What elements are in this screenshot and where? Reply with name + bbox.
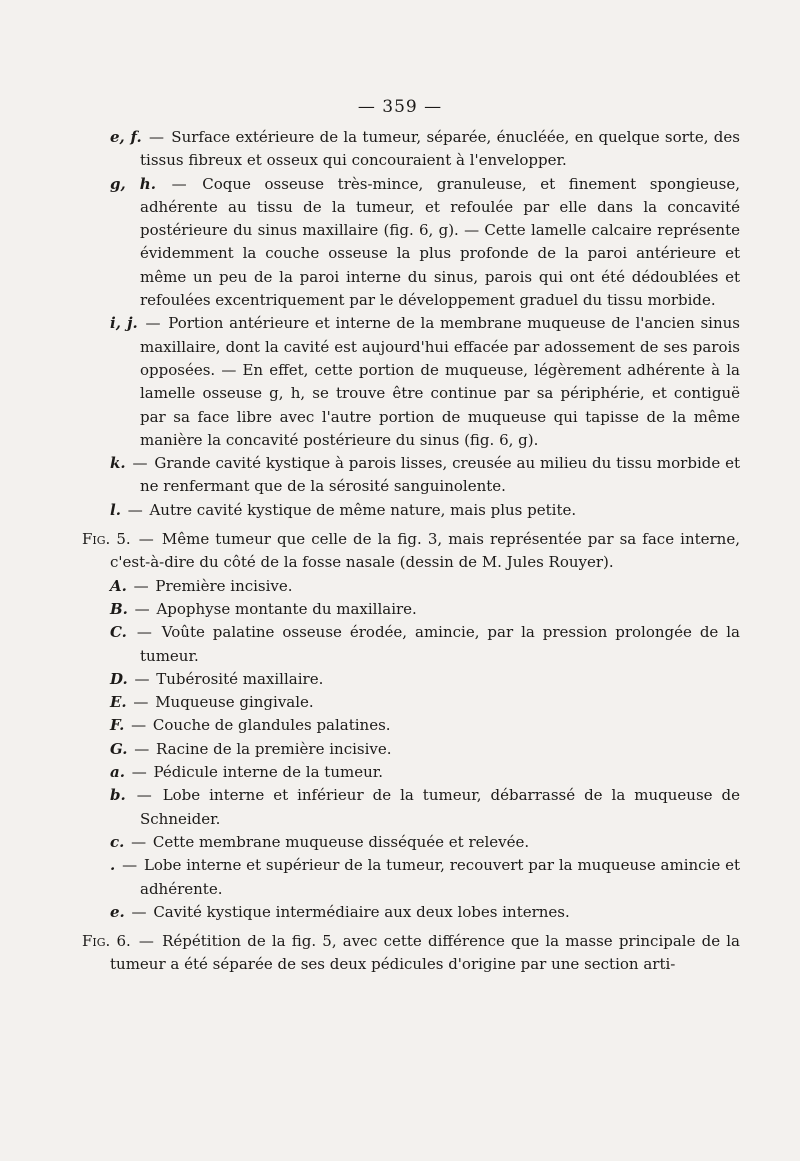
legend-entry-gh: g, h. — Coque osseuse très-mince, granuleuse, et finement spongieuse, adhérente au tissu de la tumeur, et refoulée par elle dans la concavité postérieure du sinus maxillaire (fig. 6, g). — Cette lamelle calcaire représente évidemment la couche osseuse la plus profonde de la paroi antérieure et même un peu de la paroi interne du sinus, parois qui ont été dédoublées et refoulées excentriquement par le développement graduel du tissu morbide. [110, 174, 741, 310]
legend-key: D. [110, 669, 128, 688]
legend-entry-k: k. — Grande cavité kystique à parois lisses, creusée au milieu du tissu morbide et ne renfermant que de la sérosité sanguinolente. [110, 454, 740, 496]
legend-entry-C: C. — Voûte palatine osseuse érodée, amincie, par la pression prolongée de la tumeur. [110, 623, 740, 665]
legend-text: Première incisive. [155, 576, 293, 595]
legend-entry-ef: e, f. — Surface extérieure de la tumeur, séparée, énucléée, en quelque sorte, des tissus fibreux et osseux qui concouraient à l'envelopper. [110, 128, 740, 170]
legend-key: . [110, 856, 116, 875]
figure-key: Fig. 5. [82, 530, 131, 549]
legend-key: l. [110, 500, 121, 519]
figure-text: Répétition de la fig. 5, avec cette différence que la masse principale de la tumeur a été séparée de ses deux pédicules d'origine par une section arti- [110, 932, 740, 974]
legend-text: Cavité kystique intermédiaire aux deux lobes internes. [153, 902, 570, 921]
legend-text: Portion antérieure et interne de la membrane muqueuse de l'ancien sinus maxillaire, dont la cavité est aujourd'hui effacée par adossement de ses parois opposées. — En effet, cette portion de muqueuse, légèrement adhérente à la lamelle osseuse g, h, se trouve être continue par sa périphérie, et contiguë par sa face libre avec l'autre portion de muqueuse qui tapisse de la même manière la concavité postérieure du sinus (fig. 6, g). [140, 314, 740, 449]
legend-key: B. [110, 599, 128, 618]
legend-entry-b: b. — Lobe interne et inférieur de la tumeur, débarrassé de la muqueuse de Schneider. [110, 786, 740, 828]
legend-entry-l: l. — Autre cavité kystique de même nature, mais plus petite. [110, 500, 577, 519]
legend-text: Lobe interne et inférieur de la tumeur, débarrassé de la muqueuse de Schneider. [140, 786, 740, 828]
legend-key: k. [110, 454, 126, 473]
page-number: — 359 — [357, 97, 443, 117]
legend-key: i, j. [110, 314, 138, 333]
legend-key: G. [110, 739, 128, 758]
legend-text: Grande cavité kystique à parois lisses, creusée au milieu du tissu morbide et ne renfermant que de la sérosité sanguinolente. [140, 454, 740, 496]
figure-5-caption: Fig. 5. — Même tumeur que celle de la fig. 3, mais représentée par sa face interne, c'est-à-dire du côté de la fosse nasale (dessin de M. Jules Rouyer). [82, 530, 740, 572]
legend-key: e, f. [110, 128, 142, 146]
legend-text: Racine de la première incisive. [156, 739, 392, 758]
body-text [82, 126, 740, 977]
legend-text: Surface extérieure de la tumeur, séparée, énucléée, en quelque sorte, des tissus fibreux et osseux qui concouraient à l'envelopper. [140, 128, 740, 170]
legend-text: Cette membrane muqueuse disséquée et relevée. [152, 832, 530, 851]
legend-key: c. [110, 832, 125, 851]
legend-entry-B: B. — Apophyse montante du maxillaire. [110, 599, 417, 618]
legend-text: Apophyse montante du maxillaire. [156, 599, 417, 618]
legend-text: Muqueuse gingivale. [155, 693, 314, 712]
legend-text: Tubérosité maxillaire. [156, 669, 324, 688]
legend-text: Lobe interne et supérieur de la tumeur, recouvert par la muqueuse amincie et adhérente. [140, 856, 740, 898]
legend-text: Voûte palatine osseuse érodée, amincie, par la pression prolongée de la tumeur. [140, 623, 740, 665]
legend-key: E. [110, 693, 127, 712]
legend-entry-E: E. — Muqueuse gingivale. [110, 693, 314, 712]
legend-entry-A: A. — Première incisive. [110, 576, 293, 595]
legend-text: Couche de glandules palatines. [152, 716, 391, 735]
figure-key: Fig. 6. [82, 932, 131, 951]
legend-text: Coque osseuse très-mince, granuleuse, et finement spongieuse, adhérente au tissu de la tumeur, et refoulée par elle dans la concavité postérieure du sinus maxillaire (fig. 6, g). — Cette lamelle calcaire représente évidemment la couche osseuse la plus profonde de la paroi antérieure et même un peu de la paroi interne du sinus, parois qui ont été dédoublées et refoulées excentriquement par le développement graduel du tissu morbide. [140, 174, 741, 310]
legend-entry-e: e. — Cavité kystique intermédiaire aux deux lobes internes. [110, 902, 570, 921]
legend-entry-c: c. — Cette membrane muqueuse disséquée et relevée. [110, 832, 530, 851]
legend-text: Pédicule interne de la tumeur. [153, 763, 384, 782]
legend-key: g, h. [110, 174, 156, 193]
legend-key: C. [110, 623, 127, 642]
legend-entry-ij: i, j. — Portion antérieure et interne de la membrane muqueuse de l'ancien sinus maxillaire, dont la cavité est aujourd'hui effacée par adossement de ses parois opposées. — En effet, cette portion de muqueuse, légèrement adhérente à la lamelle osseuse g, h, se trouve être continue par sa périphérie, et contiguë par sa face libre avec l'autre portion de muqueuse qui tapisse de la même manière la concavité postérieure du sinus (fig. 6, g). [110, 314, 740, 449]
figure-6-caption: Fig. 6. — Répétition de la fig. 5, avec cette différence que la masse principale de la tumeur a été séparée de ses deux pédicules d'origine par une section arti- [82, 932, 740, 974]
legend-key: e. [110, 902, 125, 921]
legend-entry-D: D. — Tubérosité maxillaire. [110, 669, 324, 688]
legend-entry-F: F. — Couche de glandules palatines. [110, 716, 391, 735]
legend-key: F. [110, 716, 125, 735]
legend-entry-d: . — Lobe interne et supérieur de la tumeur, recouvert par la muqueuse amincie et adhérente. [110, 856, 740, 898]
legend-key: b. [110, 786, 126, 805]
figure-text: Même tumeur que celle de la fig. 3, mais représentée par sa face interne, c'est-à-dire du côté de la fosse nasale (dessin de M. Jules Rouyer). [110, 530, 740, 572]
legend-key: A. [110, 576, 127, 595]
legend-entry-G: G. — Racine de la première incisive. [110, 739, 392, 758]
legend-text: Autre cavité kystique de même nature, mais plus petite. [149, 500, 577, 519]
legend-key: a. [110, 763, 125, 782]
legend-entry-a: a. — Pédicule interne de la tumeur. [110, 763, 384, 782]
